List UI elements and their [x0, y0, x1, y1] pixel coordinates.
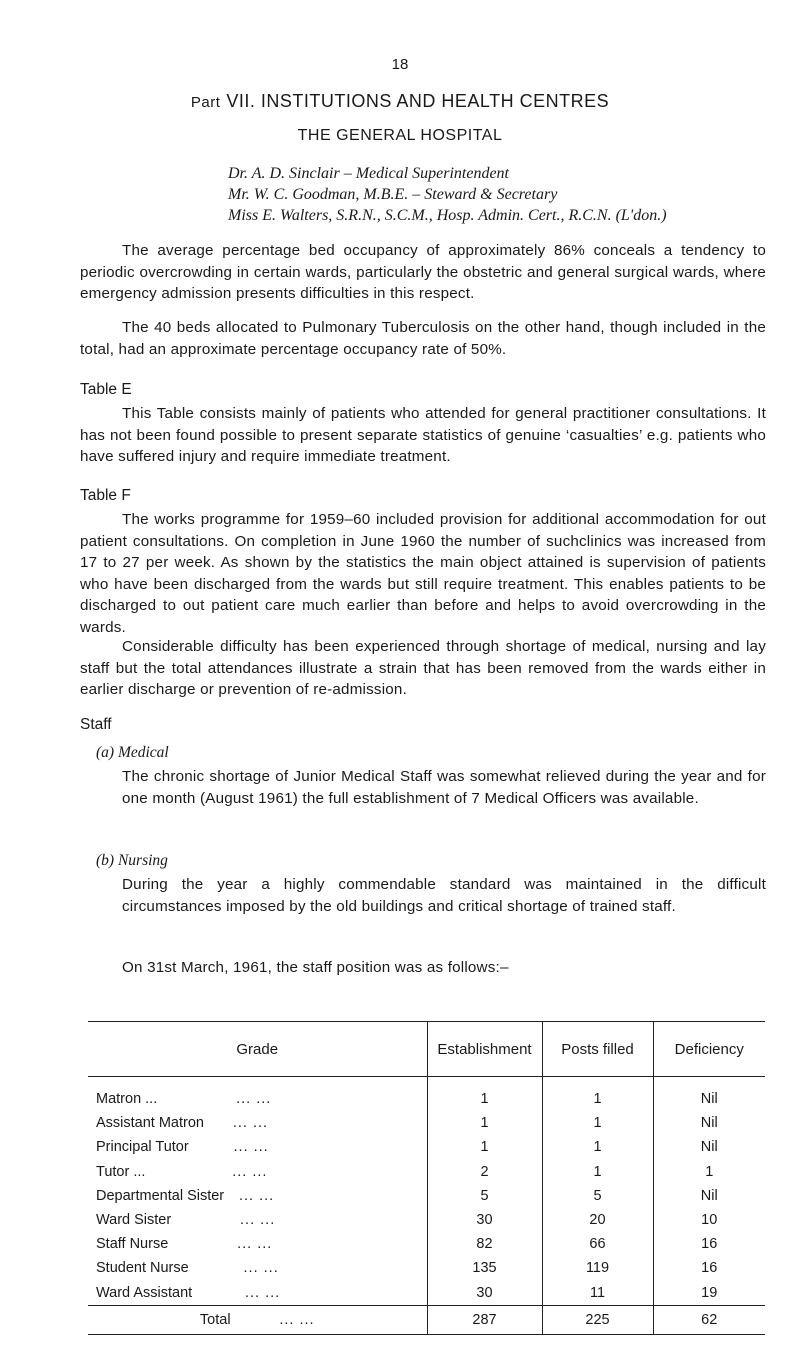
- deficiency-cell: 16: [653, 1232, 765, 1256]
- grade-cell: Staff Nurse ... ...: [96, 1236, 273, 1253]
- establishment-cell: 135: [427, 1256, 542, 1280]
- grade-cell: Ward Assistant ... ...: [96, 1284, 281, 1301]
- staff-line-matron: Miss E. Walters, S.R.N., S.C.M., Hosp. Admin. Cert., R.C.N. (L'don.): [228, 207, 667, 224]
- grade-cell: Student Nurse ... ...: [96, 1260, 279, 1277]
- nursing-label: (b) Nursing: [96, 852, 168, 869]
- grade-cell: Ward Sister ... ...: [96, 1212, 276, 1229]
- grade-cell: Principal Tutor ... ...: [96, 1139, 269, 1156]
- table-row: [88, 1184, 765, 1208]
- table-row: [88, 1208, 765, 1232]
- establishment-cell: 82: [427, 1232, 542, 1256]
- total-deficiency-cell: 62: [653, 1305, 765, 1334]
- filled-cell: 66: [542, 1232, 653, 1256]
- table-row: [88, 1256, 765, 1280]
- deficiency-cell: Nil: [653, 1111, 765, 1135]
- table-f-text-1: The works programme for 1959–60 included provision for additional accommodation for out patient consultations. On completion in June 1960 the number of suchclinics was increased from 17 to 27 per week. As shown by the statistics the main object attained is supervision of patients who have been discharged from the wards but still require treatment. This enables patients to be discharged to out patient care much earlier than before and helps to avoid overcrowding in the wards.: [80, 511, 766, 636]
- staff-position-intro: On 31st March, 1961, the staff position was as follows:–: [122, 959, 509, 976]
- filled-cell: 11: [542, 1281, 653, 1306]
- table-e-text: This Table consists mainly of patients who attended for general practitioner consultations. It has not been found possible to present separate statistics of genuine ‘casualties’ e.g. patients who have suffered injury and require immediate treatment.: [80, 405, 766, 465]
- total-establishment-cell: 287: [427, 1305, 542, 1334]
- staff-line-superintendent: Dr. A. D. Sinclair – Medical Superintendent: [228, 165, 509, 182]
- establishment-cell: 1: [427, 1077, 542, 1112]
- establishment-cell: 1: [427, 1135, 542, 1159]
- table-f-heading: Table F: [80, 487, 131, 504]
- total-filled-cell: 225: [542, 1305, 653, 1334]
- deficiency-cell: Nil: [653, 1135, 765, 1159]
- establishment-cell: 5: [427, 1184, 542, 1208]
- table-row: [88, 1160, 765, 1184]
- filled-cell: 5: [542, 1184, 653, 1208]
- filled-cell: 1: [542, 1077, 653, 1112]
- filled-cell: 1: [542, 1135, 653, 1159]
- total-label-cell: Total ... ...: [88, 1305, 427, 1334]
- nursing-text: During the year a highly commendable standard was maintained in the difficult circumstances imposed by the old buildings and critical shortage of trained staff.: [122, 876, 766, 915]
- filled-cell: 20: [542, 1208, 653, 1232]
- establishment-cell: 2: [427, 1160, 542, 1184]
- deficiency-cell: 19: [653, 1281, 765, 1306]
- part-label: Part: [190, 94, 221, 111]
- table-row: [88, 1281, 765, 1306]
- grade-cell: Matron ... ... ...: [96, 1091, 272, 1108]
- table-row: [88, 1232, 765, 1256]
- paragraph-tuberculosis: The 40 beds allocated to Pulmonary Tuberculosis on the other hand, though included in the total, had an approximate percentage occupancy rate of 50%.: [80, 319, 766, 358]
- filled-cell: 1: [542, 1111, 653, 1135]
- table-row: [88, 1077, 765, 1112]
- establishment-cell: 30: [427, 1281, 542, 1306]
- part-title: [0, 91, 800, 112]
- filled-cell: 1: [542, 1160, 653, 1184]
- hospital-title: THE GENERAL HOSPITAL: [297, 127, 503, 144]
- establishment-cell: 1: [427, 1111, 542, 1135]
- deficiency-cell: 10: [653, 1208, 765, 1232]
- staff-line-steward: Mr. W. C. Goodman, M.B.E. – Steward & Secretary: [228, 186, 558, 203]
- table-row: [88, 1111, 765, 1135]
- header-establishment: Establishment: [427, 1022, 542, 1077]
- staff-position-table: [88, 1021, 765, 1335]
- table-total-row: [88, 1305, 765, 1334]
- part-title-text: VII. INSTITUTIONS AND HEALTH CENTRES: [226, 91, 610, 111]
- table-e-heading: Table E: [80, 381, 132, 398]
- deficiency-cell: 1: [653, 1160, 765, 1184]
- grade-cell: Assistant Matron ... ...: [96, 1115, 269, 1132]
- header-grade: Grade: [88, 1022, 427, 1077]
- establishment-cell: 30: [427, 1208, 542, 1232]
- deficiency-cell: 16: [653, 1256, 765, 1280]
- table-f-text-2: Considerable difficulty has been experienced through shortage of medical, nursing and lay staff but the total attendances illustrate a strain that has been removed from the wards either in earlier discharge or prevention of re-admission.: [80, 638, 766, 698]
- header-posts-filled: Posts filled: [542, 1022, 653, 1077]
- deficiency-cell: Nil: [653, 1077, 765, 1112]
- header-deficiency: Deficiency: [653, 1022, 765, 1077]
- table-header-row: [88, 1022, 765, 1077]
- grade-cell: Departmental Sister ... ...: [96, 1187, 275, 1204]
- grade-cell: Tutor ... ... ...: [96, 1163, 268, 1180]
- staff-heading: Staff: [80, 716, 112, 733]
- medical-label: (a) Medical: [96, 744, 169, 761]
- paragraph-occupancy: The average percentage bed occupancy of approximately 86% conceals a tendency to periodic overcrowding in certain wards, particularly the obstetric and general surgical wards, where emergency admission presents difficulties in this respect.: [80, 242, 766, 302]
- medical-text: The chronic shortage of Junior Medical Staff was somewhat relieved during the year and for one month (August 1961) the full establishment of 7 Medical Officers was available.: [122, 768, 766, 807]
- filled-cell: 119: [542, 1256, 653, 1280]
- page-number: 18: [391, 56, 409, 73]
- table-row: [88, 1135, 765, 1159]
- deficiency-cell: Nil: [653, 1184, 765, 1208]
